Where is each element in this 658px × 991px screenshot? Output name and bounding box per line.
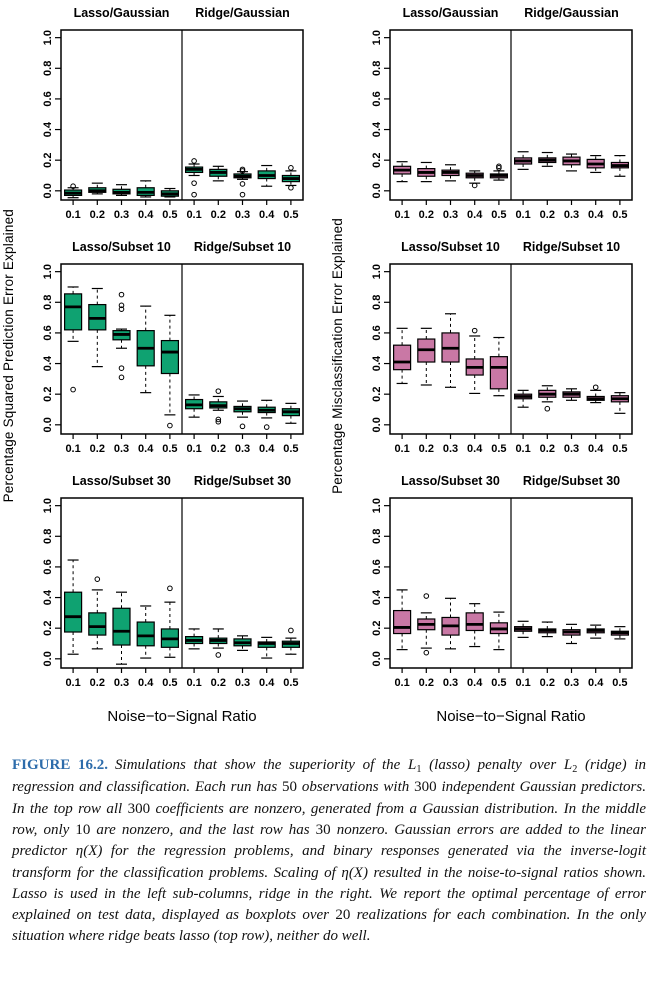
svg-text:0.0: 0.0: [42, 651, 54, 667]
panel-regression-subset10: [17, 240, 329, 460]
svg-text:0.1: 0.1: [515, 209, 531, 221]
svg-text:0.2: 0.2: [89, 209, 105, 221]
svg-text:0.3: 0.3: [234, 443, 251, 455]
svg-text:0.3: 0.3: [563, 677, 580, 689]
svg-text:1.0: 1.0: [371, 30, 383, 46]
svg-text:0.1: 0.1: [65, 443, 81, 455]
subpanel-title-lasso: Lasso/Subset 10: [401, 240, 500, 254]
svg-text:0.1: 0.1: [515, 443, 531, 455]
panel-classification-subset10: [346, 240, 658, 460]
svg-text:0.5: 0.5: [283, 209, 299, 221]
subpanel-titles: [390, 474, 632, 492]
svg-text:0.6: 0.6: [371, 559, 383, 575]
svg-text:0.2: 0.2: [210, 209, 226, 221]
svg-text:0.5: 0.5: [283, 443, 299, 455]
svg-text:1.0: 1.0: [371, 498, 383, 514]
figure-caption: [12, 755, 646, 948]
subpanel-title-lasso: Lasso/Gaussian: [73, 6, 170, 20]
boxplot-canvas: [17, 24, 309, 226]
svg-text:0.4: 0.4: [259, 209, 275, 221]
svg-text:0.1: 0.1: [65, 209, 81, 221]
svg-text:0.4: 0.4: [138, 677, 154, 689]
subpanel-titles: [61, 240, 303, 258]
svg-text:0.3: 0.3: [113, 677, 130, 689]
svg-text:0.4: 0.4: [467, 443, 483, 455]
subpanel-titles: [61, 474, 303, 492]
svg-text:0.0: 0.0: [42, 183, 54, 199]
svg-text:0.4: 0.4: [371, 121, 383, 138]
svg-text:0.8: 0.8: [42, 294, 54, 310]
figure-caption-text: Simulations that show the superiority of the $L_1$ (lasso) penalty over $L_2$ (ridge) in regression and classification. Each run has 50 observations with 300 independent Gaussian predictors. In the top row all 300 coefficients are nonzero, generated from a Gaussian distribution. In the middle row, only 10 are nonzero, and the last row has 30 nonzero. Gaussian errors are added to the linear predictor η(X) for the regression problems, and binary responses generated via the inverse-logit transform for the classification problems. Scaling of η(X) resulted in the noise-to-signal ratios shown. Lasso is used in the left sub-columns, ridge in the right. We report the optimal percentage of error explained on test data, displayed as boxplots over 20 realizations for each combination. In the only situation where ridge beats lasso (top row), neither do well.: [12, 757, 646, 945]
svg-text:0.1: 0.1: [186, 677, 202, 689]
svg-text:0.1: 0.1: [515, 677, 531, 689]
svg-text:0.5: 0.5: [612, 443, 628, 455]
svg-text:0.2: 0.2: [539, 677, 555, 689]
svg-text:0.0: 0.0: [371, 183, 383, 199]
svg-text:1.0: 1.0: [42, 264, 54, 280]
svg-text:0.2: 0.2: [42, 152, 54, 168]
subpanel-titles: [390, 6, 632, 24]
svg-text:0.4: 0.4: [259, 443, 275, 455]
svg-text:0.2: 0.2: [539, 443, 555, 455]
svg-text:0.6: 0.6: [371, 91, 383, 107]
svg-text:0.0: 0.0: [42, 417, 54, 433]
svg-text:0.3: 0.3: [563, 443, 580, 455]
svg-text:0.2: 0.2: [89, 443, 105, 455]
subpanel-title-ridge: Ridge/Gaussian: [524, 6, 619, 20]
svg-text:0.4: 0.4: [42, 121, 54, 138]
svg-text:0.3: 0.3: [442, 677, 459, 689]
svg-text:0.1: 0.1: [394, 443, 410, 455]
svg-text:0.2: 0.2: [89, 677, 105, 689]
svg-text:0.4: 0.4: [588, 677, 604, 689]
svg-text:0.5: 0.5: [162, 443, 178, 455]
svg-text:0.6: 0.6: [42, 91, 54, 107]
classification-chart: [329, 6, 658, 725]
subpanel-title-ridge: Ridge/Subset 30: [522, 474, 621, 488]
subpanel-title-ridge: Ridge/Subset 10: [193, 240, 292, 254]
svg-text:0.6: 0.6: [371, 325, 383, 341]
svg-text:1.0: 1.0: [42, 498, 54, 514]
svg-text:0.2: 0.2: [418, 677, 434, 689]
svg-text:0.2: 0.2: [418, 209, 434, 221]
svg-text:1.0: 1.0: [371, 264, 383, 280]
svg-text:0.2: 0.2: [210, 443, 226, 455]
svg-text:0.3: 0.3: [563, 209, 580, 221]
y-axis-label-classification: [329, 6, 346, 706]
svg-text:0.1: 0.1: [65, 677, 81, 689]
svg-text:0.5: 0.5: [162, 209, 178, 221]
regression-chart: [0, 6, 329, 725]
svg-text:0.2: 0.2: [210, 677, 226, 689]
svg-text:0.3: 0.3: [234, 677, 251, 689]
svg-text:0.8: 0.8: [371, 528, 383, 544]
svg-text:0.4: 0.4: [588, 443, 604, 455]
svg-text:0.5: 0.5: [491, 209, 507, 221]
svg-text:0.3: 0.3: [113, 443, 130, 455]
svg-text:0.5: 0.5: [162, 677, 178, 689]
svg-text:0.0: 0.0: [371, 417, 383, 433]
boxplot-canvas: [346, 492, 638, 694]
svg-text:0.4: 0.4: [371, 589, 383, 606]
svg-text:1.0: 1.0: [42, 30, 54, 46]
svg-text:0.4: 0.4: [138, 443, 154, 455]
boxplot-canvas: [17, 492, 309, 694]
x-axis-label: Noise−to−Signal Ratio: [107, 708, 257, 725]
boxplot-canvas: [346, 24, 638, 226]
svg-text:0.8: 0.8: [42, 528, 54, 544]
panel-regression-subset30: [17, 474, 329, 694]
y-axis-label-text: Percentage Squared Prediction Error Explained: [1, 209, 16, 503]
svg-text:0.5: 0.5: [612, 677, 628, 689]
svg-text:0.4: 0.4: [467, 209, 483, 221]
subpanel-title-ridge: Ridge/Subset 30: [193, 474, 292, 488]
boxplot-canvas: [17, 258, 309, 460]
subpanel-titles: [390, 240, 632, 258]
svg-text:0.6: 0.6: [42, 559, 54, 575]
svg-text:0.4: 0.4: [42, 589, 54, 606]
x-axis-label: Noise−to−Signal Ratio: [436, 708, 586, 725]
panel-regression-gaussian: [17, 6, 329, 226]
svg-text:0.4: 0.4: [371, 355, 383, 372]
svg-text:0.3: 0.3: [442, 209, 459, 221]
subpanel-title-lasso: Lasso/Subset 30: [72, 474, 171, 488]
svg-text:0.4: 0.4: [138, 209, 154, 221]
panel-classification-gaussian: [346, 6, 658, 226]
subpanel-title-lasso: Lasso/Subset 10: [72, 240, 171, 254]
svg-text:0.2: 0.2: [42, 620, 54, 636]
figure-caption-label: FIGURE 16.2.: [12, 757, 109, 773]
svg-text:0.2: 0.2: [371, 152, 383, 168]
subpanel-title-ridge: Ridge/Gaussian: [195, 6, 290, 20]
y-axis-label-regression: [0, 6, 17, 706]
svg-text:0.1: 0.1: [186, 443, 202, 455]
svg-text:0.4: 0.4: [588, 209, 604, 221]
subpanel-title-ridge: Ridge/Subset 10: [522, 240, 621, 254]
y-axis-label-text: Percentage Misclassification Error Explained: [330, 218, 345, 494]
svg-text:0.5: 0.5: [491, 443, 507, 455]
svg-text:0.4: 0.4: [42, 355, 54, 372]
svg-text:0.8: 0.8: [371, 60, 383, 76]
subpanel-title-lasso: Lasso/Subset 30: [401, 474, 500, 488]
svg-text:0.8: 0.8: [371, 294, 383, 310]
svg-text:0.4: 0.4: [259, 677, 275, 689]
svg-text:0.2: 0.2: [371, 620, 383, 636]
svg-text:0.3: 0.3: [113, 209, 130, 221]
svg-text:0.2: 0.2: [371, 386, 383, 402]
panel-classification-subset30: [346, 474, 658, 694]
svg-text:0.6: 0.6: [42, 325, 54, 341]
svg-text:0.2: 0.2: [539, 209, 555, 221]
svg-text:0.3: 0.3: [442, 443, 459, 455]
svg-text:0.2: 0.2: [418, 443, 434, 455]
svg-text:0.5: 0.5: [283, 677, 299, 689]
boxplot-canvas: [346, 258, 638, 460]
svg-text:0.2: 0.2: [42, 386, 54, 402]
svg-text:0.0: 0.0: [371, 651, 383, 667]
subpanel-title-lasso: Lasso/Gaussian: [402, 6, 499, 20]
svg-text:0.1: 0.1: [394, 209, 410, 221]
svg-text:0.5: 0.5: [612, 209, 628, 221]
svg-text:0.1: 0.1: [394, 677, 410, 689]
svg-text:0.3: 0.3: [234, 209, 251, 221]
svg-text:0.5: 0.5: [491, 677, 507, 689]
svg-text:0.4: 0.4: [467, 677, 483, 689]
svg-text:0.8: 0.8: [42, 60, 54, 76]
subpanel-titles: [61, 6, 303, 24]
svg-text:0.1: 0.1: [186, 209, 202, 221]
